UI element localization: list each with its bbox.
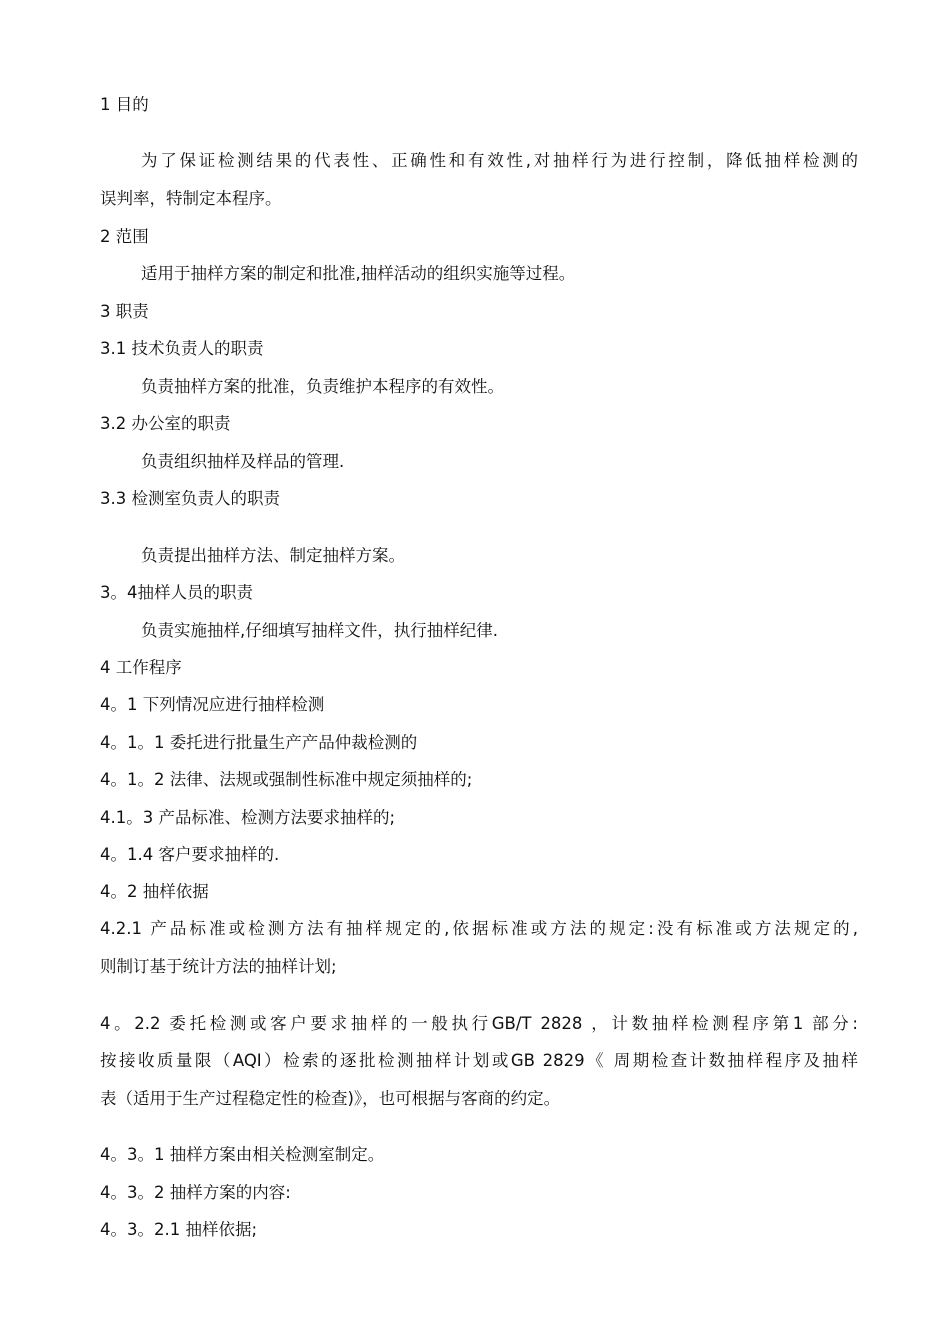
subsection-heading: 3.3 检测室负责人的职责 (100, 489, 280, 508)
list-line: 4。1。2 法律、法规或强制性标准中规定须抽样的; (100, 770, 473, 789)
paragraph-line: 误判率，特制定本程序。 (100, 189, 282, 208)
list-line: 4。3。2.1 抽样依据; (100, 1220, 258, 1239)
list-line: 4。3。2 抽样方案的内容: (100, 1183, 291, 1202)
subsection-heading: 3。4抽样人员的职责 (100, 583, 253, 602)
paragraph-line: 负责抽样方案的批准，负责维护本程序的有效性。 (141, 377, 504, 396)
paragraph-line: 负责提出抽样方法、制定抽样方案。 (141, 546, 405, 565)
paragraph-line: 负责组织抽样及样品的管理. (141, 452, 345, 471)
section-heading-3: 3 职责 (100, 302, 149, 321)
subsection-heading: 3.2 办公室的职责 (100, 414, 231, 433)
paragraph-line: 负责实施抽样,仔细填写抽样文件，执行抽样纪律. (141, 621, 498, 640)
paragraph-line: 表（适用于生产过程稳定性的检查)》，也可根据与客商的约定。 (100, 1089, 561, 1108)
list-line: 4.1。3 产品标准、检测方法要求抽样的; (100, 808, 396, 827)
section-heading-2: 2 范围 (100, 227, 149, 246)
paragraph-line: 4。2.2 委托检测或客户要求抽样的一般执行GB/T 2828 ，计数抽样检测程序第1 部分: (100, 1014, 858, 1033)
paragraph-line: 则制订基于统计方法的抽样计划; (100, 957, 337, 976)
paragraph-line: 4.2.1 产品标准或检测方法有抽样规定的,依据标准或方法的规定:没有标准或方法规定的, (100, 919, 858, 938)
paragraph-line: 适用于抽样方案的制定和批准,抽样活动的组织实施等过程。 (141, 264, 576, 283)
list-line: 4。1.4 客户要求抽样的. (100, 845, 280, 864)
list-line: 4。1。1 委托进行批量生产产品仲裁检测的 (100, 733, 418, 752)
paragraph-line: 为了保证检测结果的代表性、正确性和有效性,对抽样行为进行控制，降低抽样检测的 (141, 151, 858, 170)
list-line: 4。3。1 抽样方案由相关检测室制定。 (100, 1145, 385, 1164)
subsection-heading: 3.1 技术负责人的职责 (100, 339, 264, 358)
list-line: 4。1 下列情况应进行抽样检测 (100, 695, 325, 714)
list-line: 4。2 抽样依据 (100, 882, 209, 901)
paragraph-line: 按接收质量限（AQI）检索的逐批检测抽样计划或GB 2829《 周期检查计数抽样程序及抽样 (100, 1051, 858, 1070)
section-heading-1: 1 目的 (100, 95, 149, 114)
section-heading-4: 4 工作程序 (100, 658, 182, 677)
